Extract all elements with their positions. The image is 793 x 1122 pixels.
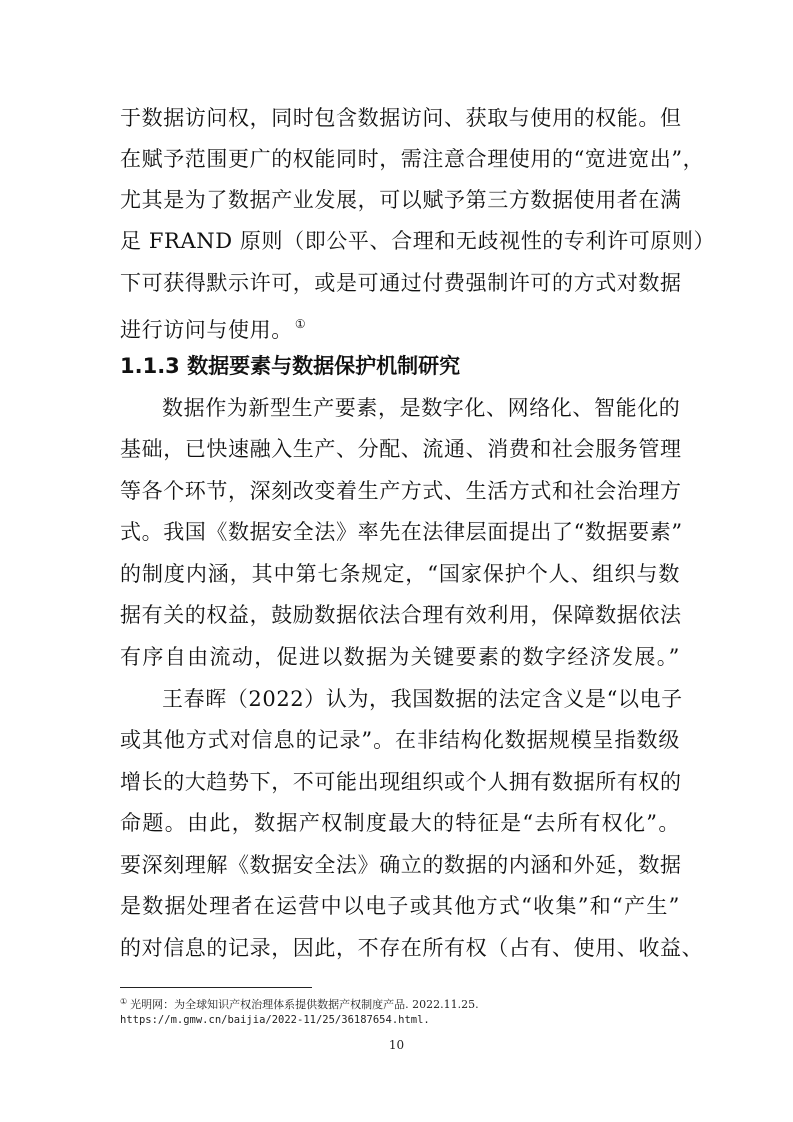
footnote-divider <box>120 987 312 988</box>
body-line: 据有关的权益，鼓励数据依法合理有效利用，保障数据依法 <box>120 603 682 627</box>
body-line: 命题。由此，数据产权制度最大的特征是“去所有权化”。 <box>120 811 680 835</box>
body-text: 进行访问与使用。 <box>120 318 293 342</box>
footnote <box>120 994 479 1013</box>
section-heading: 1.1.3 数据要素与数据保护机制研究 <box>120 354 461 378</box>
body-line: 下可获得默示许可，或是可通过付费强制许可的方式对数据 <box>120 271 682 295</box>
body-line: 尤其是为了数据产业发展，可以赋予第三方数据使用者在满 <box>120 188 682 212</box>
body-line-last <box>120 309 680 345</box>
footnote-marker: ① <box>120 997 128 1006</box>
body-line: 增长的大趋势下，不可能出现组织或个人拥有数据所有权的 <box>120 770 682 794</box>
body-line: 的对信息的记录，因此，不存在所有权（占有、使用、收益、 <box>120 936 704 960</box>
body-line: 是数据处理者在运营中以电子或其他方式“收集”和“产生” <box>120 894 680 918</box>
body-line: 或其他方式对信息的记录”。在非结构化数据规模呈指数级 <box>120 728 680 752</box>
footnote-reference[interactable]: ① <box>294 317 307 331</box>
body-line: 的制度内涵，其中第七条规定，“国家保护个人、组织与数 <box>120 562 680 586</box>
body-line: 等各个环节，深刻改变着生产方式、生活方式和社会治理方 <box>120 479 682 503</box>
page-number: 10 <box>388 1038 405 1052</box>
body-line: 王春晖（2022）认为，我国数据的法定含义是“以电子 <box>162 687 683 711</box>
body-line: 基础，已快速融入生产、分配、流通、消费和社会服务管理 <box>120 437 682 461</box>
body-line: 在赋予范围更广的权能同时，需注意合理使用的“宽进宽出”， <box>120 147 705 171</box>
footnote-url[interactable]: https://m.gmw.cn/baijia/2022-11/25/36187654.html. <box>120 1014 430 1026</box>
body-line: 式。我国《数据安全法》率先在法律层面提出了“数据要素” <box>120 520 683 544</box>
body-line: 要深刻理解《数据安全法》确立的数据的内涵和外延，数据 <box>120 853 682 877</box>
body-line: 数据作为新型生产要素，是数字化、网络化、智能化的 <box>162 396 681 420</box>
body-line: 足 FRAND 原则（即公平、合理和无歧视性的专利许可原则） <box>120 229 716 253</box>
footnote-text: 光明网：为全球知识产权治理体系提供数据产权制度产品. 2022.11.25. <box>130 998 479 1011</box>
body-line: 于数据访问权，同时包含数据访问、获取与使用的权能。但 <box>120 106 682 130</box>
body-line: 有序自由流动，促进以数据为关键要素的数字经济发展。” <box>120 645 680 669</box>
